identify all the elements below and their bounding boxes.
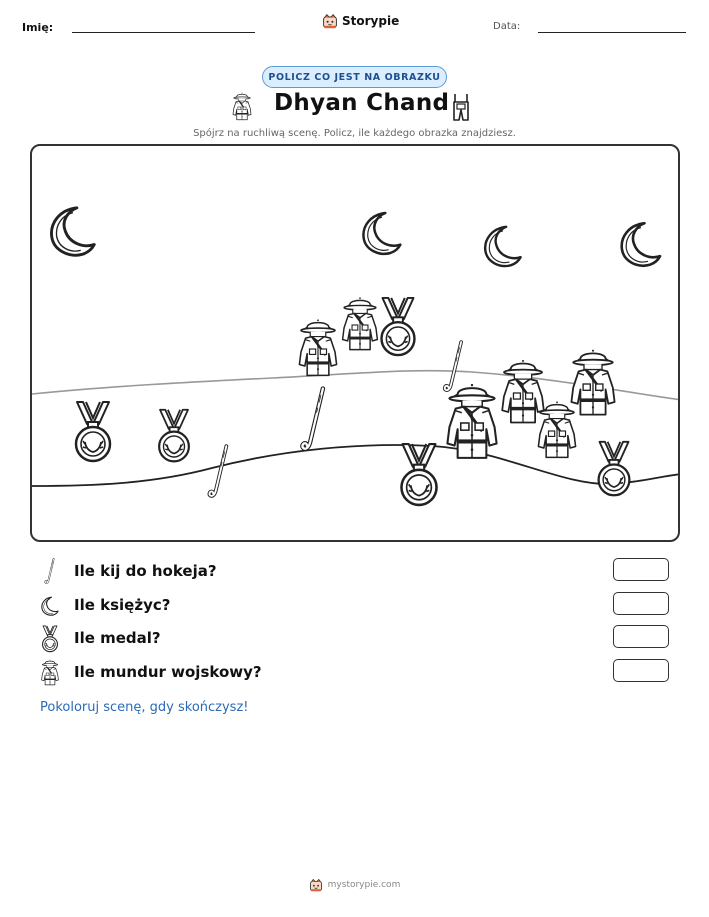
overalls-icon [450,92,472,122]
military-uniform-icon [230,92,254,122]
moon-icon [622,223,660,265]
military-uniform-icon [299,320,336,376]
question-text: Ile księżyc? [74,596,171,614]
medal-icon [599,442,630,495]
date-input-line[interactable] [538,32,686,33]
medal-icon [38,625,64,653]
title-row [230,90,480,124]
hockey-stick-icon [445,342,461,390]
moon-icon [363,213,400,254]
name-input-line[interactable] [72,32,255,33]
answer-box-hockey-stick[interactable] [613,558,669,581]
instruction-text: Spójrz na ruchliwą scenę. Policz, ile każdego obrazka znajdziesz. [193,128,516,139]
brand-text: Storypie [342,14,400,28]
question-text: Ile medal? [74,629,161,647]
name-label: Imię: [22,21,54,34]
military-uniform-icon [571,350,614,415]
date-label: Data: [493,21,521,32]
answer-box-uniform[interactable] [613,659,669,682]
moon-icon [51,208,94,255]
scene-drawing [32,146,680,542]
medal-icon [159,410,189,462]
hockey-stick-icon [302,389,322,449]
hockey-stick-icon [38,558,64,586]
page-title: Dhyan Chand [274,90,450,116]
military-uniform-icon [38,659,64,687]
moon-icon [38,592,64,620]
medal-icon [382,298,415,355]
question-row-uniform [38,659,678,687]
hill-line-front [32,445,680,486]
footer-url[interactable]: mystorypie.com [327,880,401,890]
military-uniform-icon [502,360,544,422]
military-uniform-icon [343,297,378,349]
counting-scene [30,144,680,542]
brand [322,13,399,29]
question-text: Ile kij do hokeja? [74,562,217,580]
footer [0,878,709,892]
question-row-medal [38,625,678,653]
question-text: Ile mundur wojskowy? [74,663,262,681]
storypie-logo-icon [309,878,323,892]
medal-icon [401,444,436,505]
moon-icon [485,227,520,266]
storypie-logo-icon [322,13,338,29]
hockey-stick-icon [209,446,226,496]
activity-badge: POLICZ CO JEST NA OBRAZKU [262,66,447,88]
question-row-hockey-stick [38,558,678,586]
medal-icon [76,402,110,461]
military-uniform-icon [538,402,575,458]
military-uniform-icon [447,384,496,458]
color-note: Pokoloruj scenę, gdy skończysz! [40,700,249,715]
question-row-moon [38,592,678,620]
answer-box-moon[interactable] [613,592,669,615]
answer-box-medal[interactable] [613,625,669,648]
